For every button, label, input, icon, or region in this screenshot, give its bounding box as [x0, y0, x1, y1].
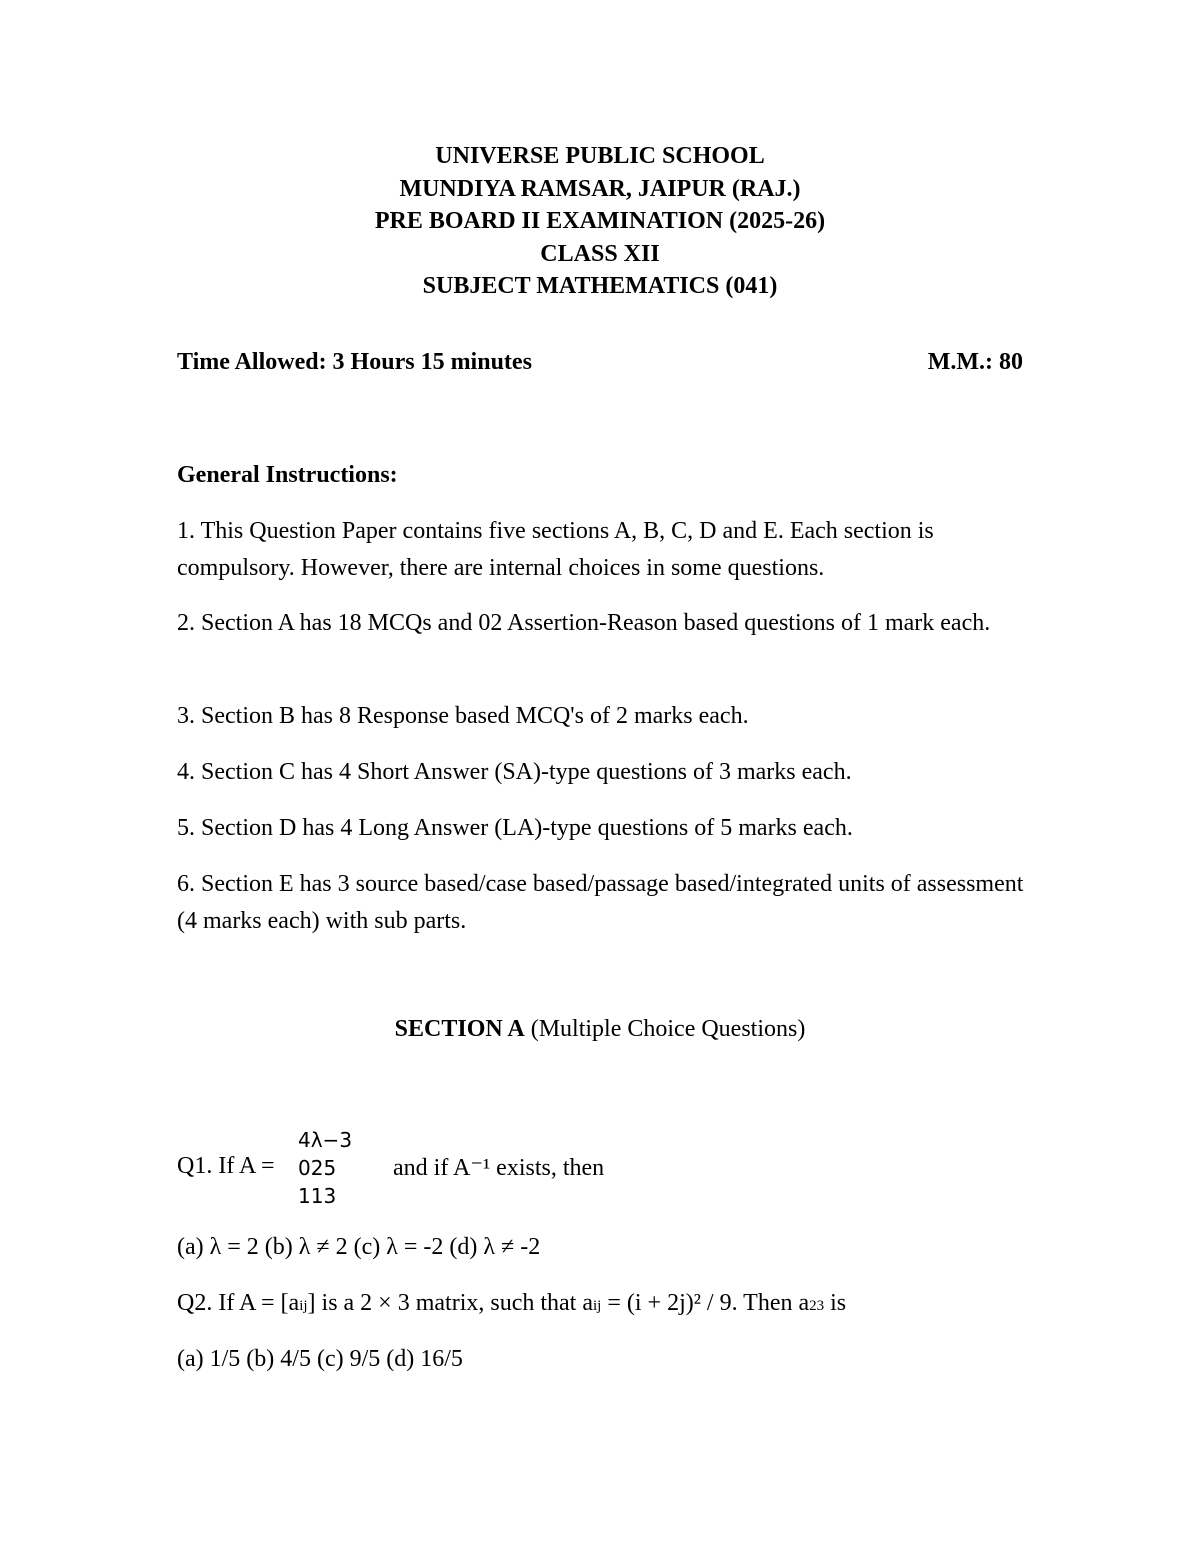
section-a-label: SECTION A	[394, 1016, 525, 1042]
subscript: 23	[809, 1298, 825, 1314]
subscript: ij	[299, 1298, 308, 1314]
instruction-item: 4. Section C has 4 Short Answer (SA)-type questions of 3 marks each.	[177, 759, 852, 785]
school-location: MUNDIYA RAMSAR, JAIPUR (RAJ.)	[399, 175, 801, 202]
section-a-title	[0, 1016, 1200, 1043]
q1-matrix	[298, 1126, 352, 1210]
school-name: UNIVERSE PUBLIC SCHOOL	[435, 143, 765, 169]
instruction-item: 6. Section E has 3 source based/case based/passage based/integrated units of assessment (4 marks each) with sub parts.	[177, 871, 1024, 934]
q1-options: (a) λ = 2 (b) λ ≠ 2 (c) λ = -2 (d) λ ≠ -2	[177, 1234, 541, 1260]
instructions-title: General Instructions:	[177, 462, 398, 488]
q2-part: Q2. If A = [a	[177, 1290, 300, 1316]
q1-text: and if A⁻¹ exists, then	[393, 1155, 605, 1181]
subject-title: SUBJECT MATHEMATICS (041)	[422, 273, 778, 299]
matrix-row: 4λ−3	[298, 1128, 353, 1152]
instruction-item: 1. This Question Paper contains five sections A, B, C, D and E. Each section is compulsory. However, there are internal choices in some questions.	[177, 518, 934, 581]
section-a-subtitle: (Multiple Choice Questions)	[524, 1016, 806, 1042]
exam-title: PRE BOARD II EXAMINATION (2025-26)	[374, 208, 826, 234]
instruction-item: 2. Section A has 18 MCQs and 02 Assertion-Reason based questions of 1 mark each.	[177, 610, 991, 636]
instruction-item: 3. Section B has 8 Response based MCQ's of 2 marks each.	[177, 703, 749, 729]
max-marks: M.M.: 80	[927, 349, 1023, 375]
matrix-row: 113	[298, 1184, 337, 1208]
q2-part: = (i + 2j)² / 9. Then a	[601, 1290, 810, 1316]
time-allowed: Time Allowed: 3 Hours 15 minutes	[177, 349, 532, 375]
q2-part: is	[824, 1290, 847, 1316]
q2-text	[177, 1290, 846, 1317]
exam-header	[0, 140, 1200, 303]
exam-meta	[177, 349, 1023, 376]
q2-options: (a) 1/5 (b) 4/5 (c) 9/5 (d) 16/5	[177, 1346, 463, 1372]
q1-label: Q1. If A =	[177, 1153, 275, 1179]
class-title: CLASS XII	[540, 240, 660, 267]
q2-part: ] is a 2 × 3 matrix, such that a	[307, 1290, 593, 1316]
instruction-item: 5. Section D has 4 Long Answer (LA)-type questions of 5 marks each.	[177, 815, 853, 841]
matrix-row: 025	[298, 1156, 337, 1180]
subscript: ij	[593, 1298, 602, 1314]
